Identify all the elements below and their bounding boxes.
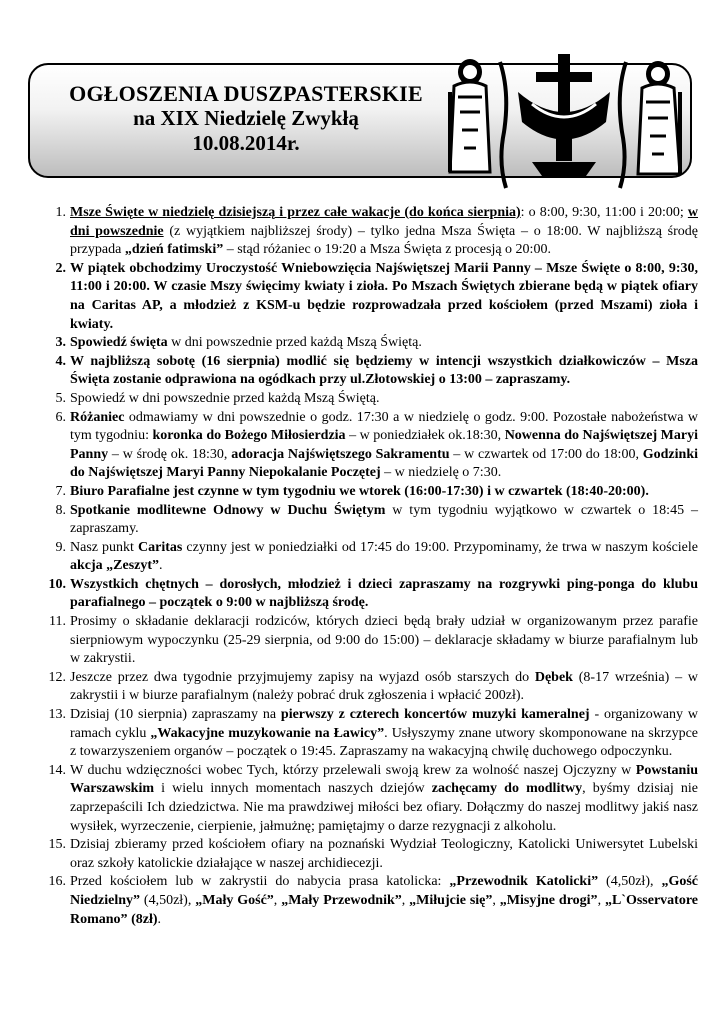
item-number: 2. bbox=[55, 260, 66, 276]
page-subtitle: na XIX Niedzielę Zwykłą bbox=[133, 106, 359, 130]
list-item: 6. Różaniec odmawiamy w dni powszednie o godz. 17:30 a w niedzielę o godz. 9:00. Pozostałe nabożeństwa w tym tygodniu: koronka do Bożego Miłosierdzia – w poniedziałek ok.18:30, Nowenna do Najświętszej Maryi Panny – w środę ok. 18:30, adoracja Najświętszego Sakramentu – w czwartek od 17:00 do 18:00, Godzinki do Najświętszej Maryi Panny Niepokalanie Poczętej – w niedzielę o 7:30. bbox=[36, 409, 698, 483]
item-number: 7. bbox=[55, 483, 66, 499]
item-number: 4. bbox=[55, 353, 66, 369]
item-number: 3. bbox=[55, 335, 66, 351]
list-item: 9. Nasz punkt Caritas czynny jest w poniedziałki od 17:45 do 19:00. Przypominamy, że trwa w naszym kościele akcja „Zeszyt”. bbox=[36, 539, 698, 576]
item-number: 5. bbox=[55, 390, 66, 406]
item-number: 15. bbox=[48, 837, 66, 853]
item-number: 13. bbox=[48, 707, 66, 723]
list-item: 14. W duchu wdzięczności wobec Tych, którzy przelewali swoją krew za wolność naszej Ojczyzny w Powstaniu Warszawskim i wielu innych momentach naszych dziejów zachęcamy do modlitwy, byśmy dzisiaj nie zaprzepaścili Ich dziedzictwa. Nie ma prawdziwej miłości bez ofiary. Dołączmy do naszej modlitwy jakiś nasz wysiłek, wyrzeczenie, cierpienie, jałmużnę; pamiętajmy o darze rezygnacji z alkoholu. bbox=[36, 762, 698, 836]
page-title: OGŁOSZENIA DUSZPASTERSKIE bbox=[69, 81, 423, 106]
item-number: 1. bbox=[55, 205, 66, 220]
item-number: 8. bbox=[55, 502, 66, 518]
right-saint-figure-icon bbox=[638, 61, 682, 174]
announcements-list bbox=[36, 204, 698, 929]
cross-chalice-saints-icon bbox=[440, 52, 690, 194]
item-number: 11. bbox=[49, 614, 66, 630]
item-number: 6. bbox=[55, 409, 66, 425]
list-item: 11. Prosimy o składanie deklaracji rodziców, których dzieci będą brały udział w organizowanym przez parafie sierpniowym wypoczynku (25-29 sierpnia, od 9:00 do 15:00) – deklaracje składamy w biurze parafialnym lub w zakrystii. bbox=[36, 613, 698, 669]
list-item: 1. Msze Święte w niedzielę dzisiejszą i przez całe wakacje (do końca sierpnia): o 8:00, 9:30, 11:00 i 20:00; w dni powszednie (z wyjątkiem najbliższej środy) – tylko jedna Msza Święta – o 18:00. W najbliższą środę przypada „dzień fatimski” – stąd różaniec o 19:20 a Msza Święta z procesją o 20:00. bbox=[36, 204, 698, 260]
banner-text bbox=[36, 81, 456, 156]
list-item: 13. Dzisiaj (10 sierpnia) zapraszamy na pierwszy z czterech koncertów muzyki kameralnej - organizowany w ramach cyklu „Wakacyjne muzykowanie na Ławicy”. Usłyszymy znane utwory skomponowane na skrzypce z towarzyszeniem organów – początek o 19:45. Zapraszamy na wakacyjną chwilę duchowego odpoczynku. bbox=[36, 706, 698, 762]
list-item: 16. Przed kościołem lub w zakrystii do nabycia prasa katolicka: „Przewodnik Katolicki” (4,50zł), „Gość Niedzielny” (4,50zł), „Mały Gość”, „Mały Przewodnik”, „Miłujcie się”, „Misyjne drogi”, „L`Osservatore Romano” (8zł). bbox=[36, 873, 698, 929]
list-item: 3. Spowiedź święta w dni powszednie przed każdą Mszą Świętą. bbox=[36, 334, 698, 353]
list-item: 4. W najbliższą sobotę (16 sierpnia) modlić się będziemy w intencji wszystkich działkowiczów – Msza Święta zostanie odprawiona na ogódkach przy ul.Złotowskiej o 13:00 – zapraszamy. bbox=[36, 353, 698, 390]
item-number: 9. bbox=[55, 539, 66, 555]
item-number: 12. bbox=[48, 669, 66, 685]
page-date: 10.08.2014r. bbox=[192, 131, 300, 155]
left-saint-figure-icon bbox=[448, 59, 490, 172]
item-number: 10. bbox=[48, 576, 66, 592]
item-number: 16. bbox=[48, 874, 66, 890]
list-item: 2. W piątek obchodzimy Uroczystość Wniebowzięcia Najświętszej Marii Panny – Msze Święte o 8:00, 9:30, 11:00 i 20:00. W czasie Mszy święcimy kwiaty i zioła. Po Mszach Świętych zbierane będą w piątek ofiary na Caritas AP, a młodzież z KSM-u będzie rozprowadzała przed kościołem (przed Mszami) zioła i kwiaty. bbox=[36, 260, 698, 334]
list-item: 7. Biuro Parafialne jest czynne w tym tygodniu we wtorek (16:00-17:30) i w czwartek (18:40-20:00). bbox=[36, 483, 698, 502]
list-item: 10. Wszystkich chętnych – dorosłych, młodzież i dzieci zapraszamy na rozgrywki ping-ponga do klubu parafialnego – początek o 9:00 w najbliższą środę. bbox=[36, 576, 698, 613]
list-item: 15. Dzisiaj zbieramy przed kościołem ofiary na poznański Wydział Teologiczny, Katolicki Uniwersytet Lubelski oraz szkoły katolickie działające w naszej archidiecezji. bbox=[36, 836, 698, 873]
list-item: 8. Spotkanie modlitewne Odnowy w Duchu Świętym w tym tygodniu wyjątkowo w czwartek o 18:45 – zapraszamy. bbox=[36, 502, 698, 539]
list-item: 5. Spowiedź w dni powszednie przed każdą Mszą Świętą. bbox=[36, 390, 698, 409]
item-number: 14. bbox=[48, 762, 66, 778]
chalice-cross-icon bbox=[500, 54, 626, 188]
list-item: 12. Jeszcze przez dwa tygodnie przyjmujemy zapisy na wyjazd osób starszych do Dębek (8-17 września) – w zakrystii i w biurze parafialnym (należy pobrać druk zgłoszenia i wpłacić 200zł). bbox=[36, 669, 698, 706]
